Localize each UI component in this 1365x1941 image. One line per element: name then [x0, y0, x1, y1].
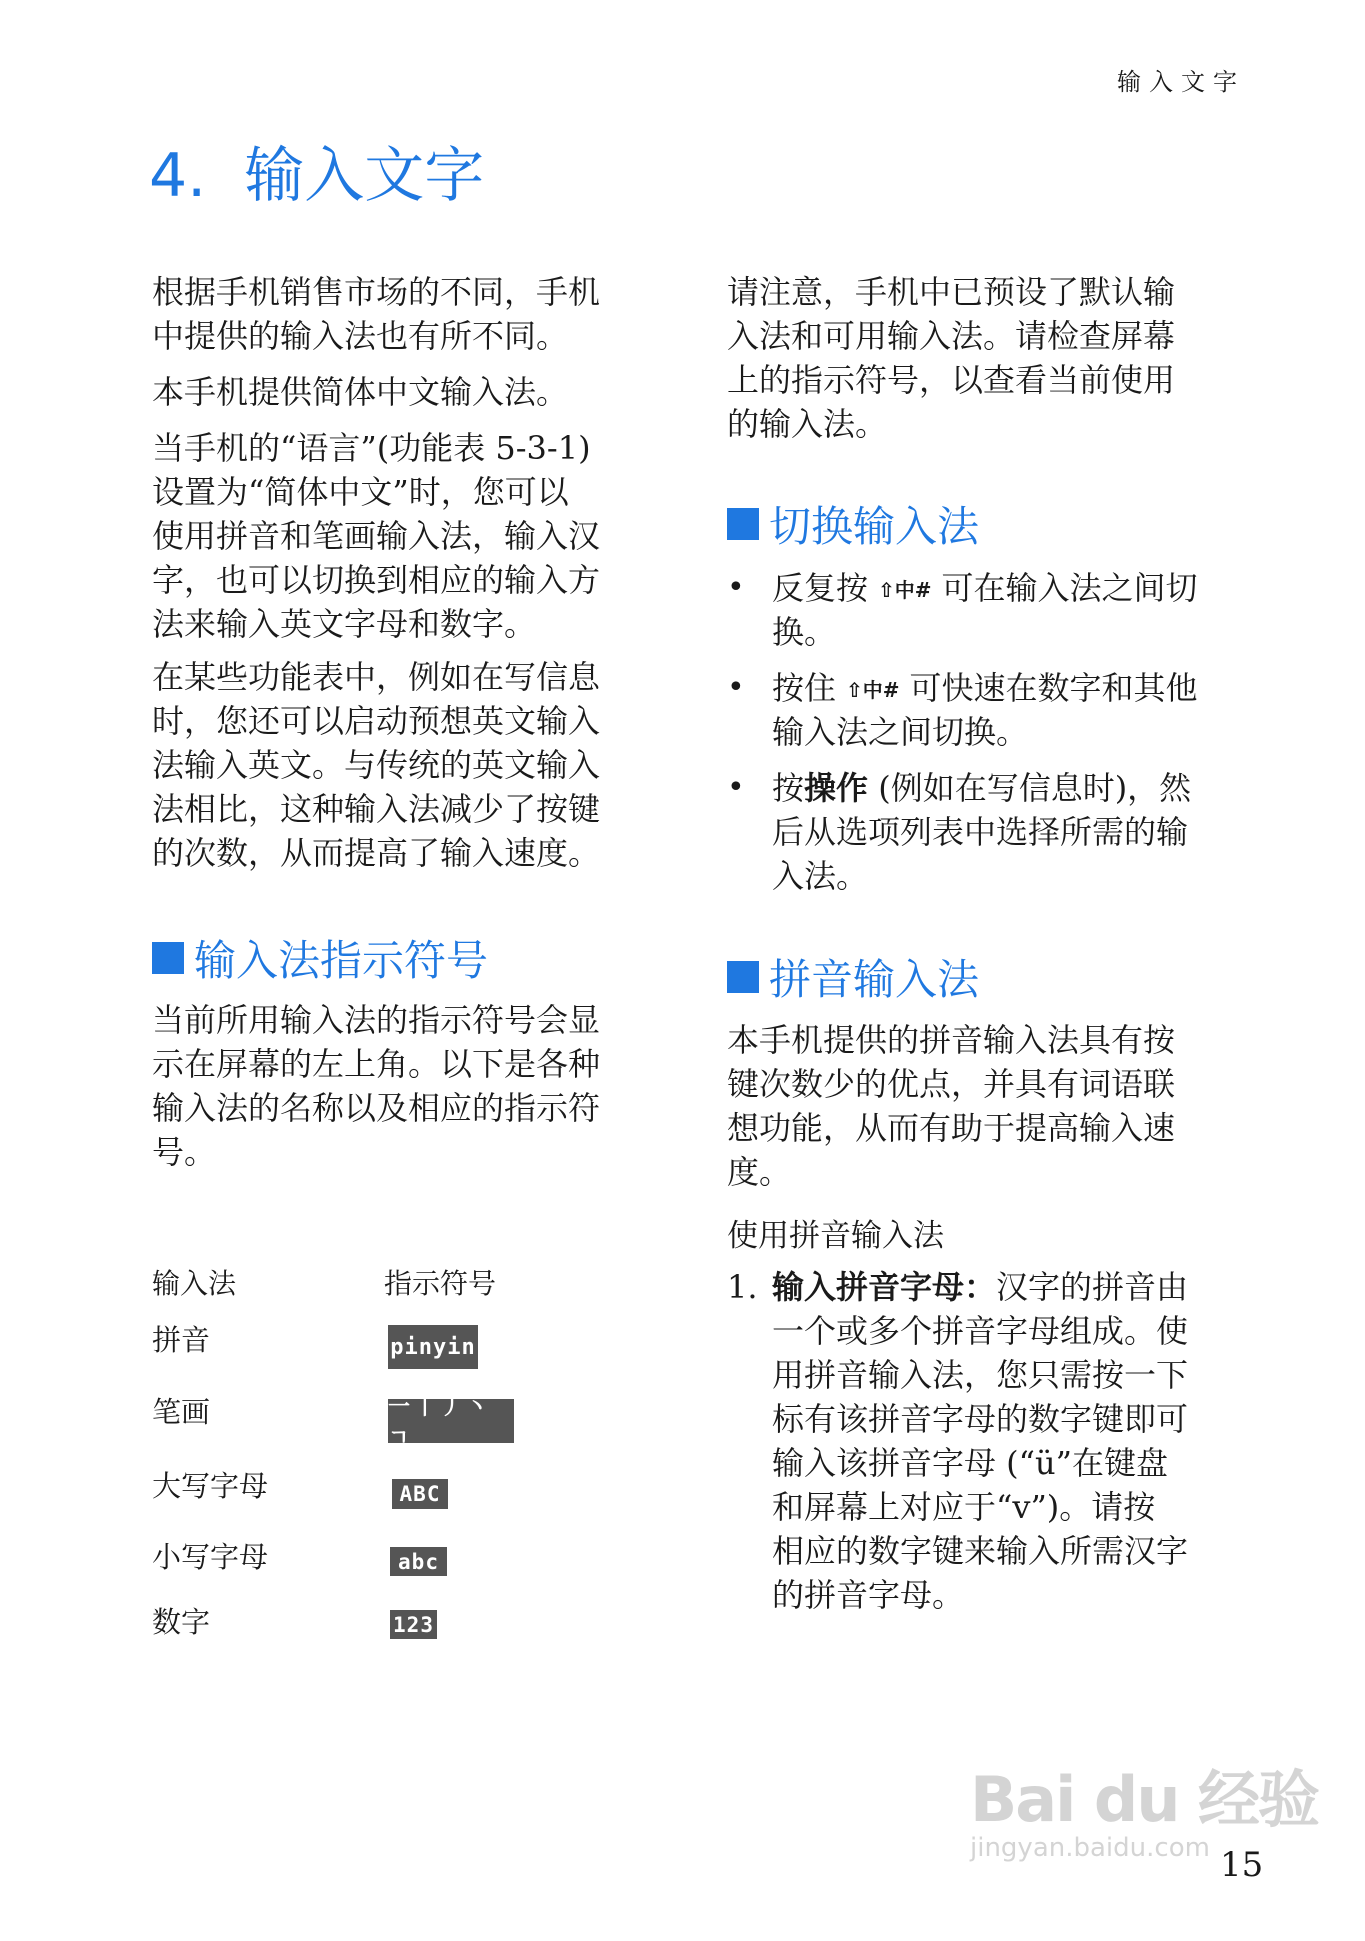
bullet-icon: •	[727, 670, 745, 705]
paragraph	[152, 270, 600, 358]
step-title: 输入拼音字母：	[772, 1268, 997, 1306]
bullet-icon: •	[727, 570, 745, 605]
text-line: 相应的数字键来输入所需汉字	[772, 1532, 1189, 1570]
text-line: 用拼音输入法，您只需按一下	[772, 1356, 1189, 1394]
text-line: 当前所用输入法的指示符号会显	[152, 1001, 601, 1039]
text-line: 字，也可以切换到相应的输入方	[152, 561, 601, 599]
subheading: 使用拼音输入法	[727, 1218, 944, 1254]
text-line: 法输入英文。与传统的英文输入	[152, 746, 601, 784]
text: (例如在写信息时)，然	[868, 769, 1192, 807]
table-cell-method: 数字	[152, 1605, 211, 1639]
numbered-step	[727, 1265, 1188, 1617]
text: 输入法之间切换。	[772, 713, 1029, 751]
stroke-indicator-icon: 一丨丿丶ㄱ	[388, 1399, 514, 1443]
section-heading-switch	[727, 494, 979, 554]
text: 后从选项列表中选择所需的输	[772, 813, 1189, 851]
text-line: 使用拼音和笔画输入法，输入汉	[152, 517, 601, 555]
text: 入法。	[772, 857, 869, 895]
watermark-brand: Bai du 经验	[970, 1763, 1319, 1836]
list-item	[727, 566, 1247, 654]
text-line: 输入该拼音字母 (“ü”在键盘	[772, 1444, 1168, 1482]
baidu-watermark	[970, 1750, 1318, 1863]
text-line: 键次数少的优点，并具有词语联	[727, 1065, 1176, 1103]
text-line: 标有该拼音字母的数字键即可	[772, 1400, 1189, 1438]
menu-term: 操作	[804, 769, 869, 807]
bullet-list	[727, 566, 1247, 898]
text: 汉字的拼音由	[996, 1268, 1189, 1306]
text-line: 号。	[152, 1133, 217, 1171]
paragraph	[152, 998, 600, 1174]
text-line: 入法和可用输入法。请检查屏幕	[727, 317, 1176, 355]
text-line: 法相比，这种输入法减少了按键	[152, 790, 601, 828]
table-cell-method: 拼音	[152, 1323, 211, 1357]
square-bullet-icon	[727, 961, 759, 993]
pinyin-indicator-icon: pinyin	[388, 1325, 478, 1369]
text-line: 的拼音字母。	[772, 1576, 965, 1614]
section-heading-pinyin	[727, 947, 979, 1007]
paragraph	[152, 370, 568, 414]
bullet-icon: •	[727, 770, 745, 805]
text-line: 和屏幕上对应于“v”)。请按	[772, 1488, 1156, 1526]
text-line: 输入法的名称以及相应的指示符	[152, 1089, 601, 1127]
text-line: 中提供的输入法也有所不同。	[152, 317, 569, 355]
chapter-title	[149, 128, 484, 214]
watermark-url: jingyan.baidu.com	[970, 1833, 1210, 1863]
paragraph	[152, 426, 600, 646]
table-header-method: 输入法	[152, 1267, 237, 1300]
text-line: 法来输入英文字母和数字。	[152, 605, 537, 643]
shift-key-icon: ⇧中#	[878, 578, 932, 602]
text-line: 在某些功能表中，例如在写信息	[152, 658, 601, 696]
heading-text: 输入法指示符号	[194, 936, 489, 985]
text-line: 示在屏幕的左上角。以下是各种	[152, 1045, 601, 1083]
square-bullet-icon	[727, 508, 759, 540]
text-line: 度。	[727, 1153, 792, 1191]
text: 换。	[772, 613, 837, 651]
text-line: 根据手机销售市场的不同，手机	[152, 273, 601, 311]
text-line: 想功能，从而有助于提高输入速	[727, 1109, 1176, 1147]
text-line: 时，您还可以启动预想英文输入	[152, 702, 601, 740]
heading-text: 拼音输入法	[769, 955, 980, 1004]
step-number: 1.	[727, 1268, 758, 1306]
paragraph	[727, 1018, 1175, 1194]
list-item	[727, 666, 1247, 754]
list-item	[727, 766, 1247, 898]
text-line: 的次数，从而提高了输入速度。	[152, 834, 601, 872]
text-line: 上的指示符号，以查看当前使用	[727, 361, 1176, 399]
numeric-indicator-icon: 123	[390, 1610, 437, 1639]
section-heading-indicator	[152, 928, 488, 988]
text: 反复按	[772, 569, 869, 607]
text: 可在输入法之间切	[941, 569, 1198, 607]
table-cell-method: 笔画	[152, 1395, 211, 1429]
table-cell-method: 大写字母	[152, 1469, 269, 1503]
heading-text: 切换输入法	[769, 502, 980, 551]
running-header: 输入文字	[1117, 68, 1245, 96]
text-line: 请注意，手机中已预设了默认输	[727, 273, 1176, 311]
text-line: 本手机提供简体中文输入法。	[152, 373, 569, 411]
lowercase-indicator-icon: abc	[390, 1547, 447, 1576]
square-bullet-icon	[152, 942, 184, 974]
shift-key-icon: ⇧中#	[846, 678, 900, 702]
uppercase-indicator-icon: ABC	[392, 1479, 448, 1509]
text-line: 本手机提供的拼音输入法具有按	[727, 1021, 1176, 1059]
text: 按住	[772, 669, 837, 707]
text-line: 的输入法。	[727, 405, 888, 443]
chapter-number: 4.	[149, 141, 207, 211]
text-line: 设置为“简体中文”时，您可以	[152, 473, 569, 511]
step-body	[772, 1309, 1188, 1617]
page-number: 15	[1220, 1845, 1264, 1885]
paragraph	[727, 270, 1175, 446]
text: 可快速在数字和其他	[909, 669, 1198, 707]
chapter-title-text: 输入文字	[244, 141, 485, 211]
table-cell-method: 小写字母	[152, 1540, 269, 1574]
table-header-indicator: 指示符号	[384, 1267, 497, 1300]
text: 按	[772, 769, 805, 807]
text-line: 当手机的“语言”(功能表 5-3-1)	[152, 429, 591, 467]
text-line: 一个或多个拼音字母组成。使	[772, 1312, 1189, 1350]
paragraph	[152, 655, 600, 875]
